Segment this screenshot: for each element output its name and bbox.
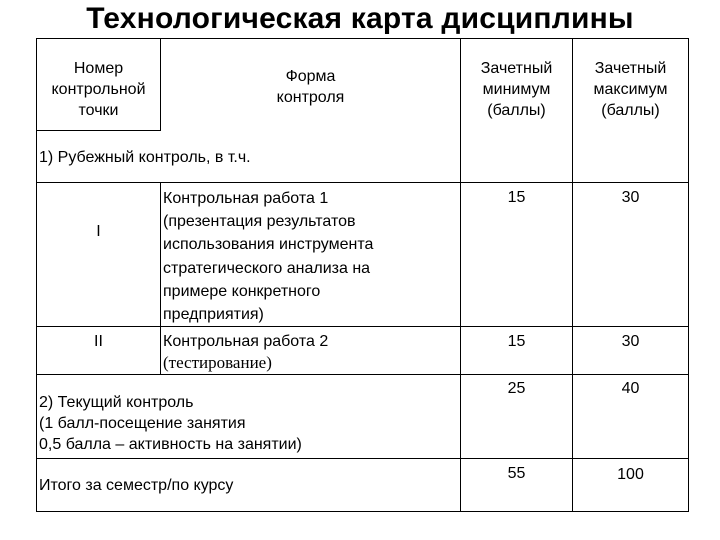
table-border-bottom xyxy=(36,511,689,512)
total-min: 55 xyxy=(507,465,526,482)
header-point-number: Номер контрольной точки xyxy=(51,60,146,119)
row-divider xyxy=(36,182,689,183)
table-border-top xyxy=(36,38,689,39)
table-border-right xyxy=(688,38,689,512)
total-label: Итого за семестр/по курсу xyxy=(39,477,234,494)
section2-max: 40 xyxy=(621,380,640,397)
row1-max: 30 xyxy=(621,189,640,206)
section1-label: 1) Рубежный контроль, в т.ч. xyxy=(39,149,251,166)
header-max: Зачетный максимум (баллы) xyxy=(593,60,668,119)
row2-form: Контрольная работа 2 (тестирование) xyxy=(163,333,329,372)
row1-point: I xyxy=(96,223,101,240)
section2-min: 25 xyxy=(507,380,526,397)
header-form: Форма контроля xyxy=(276,68,345,106)
row2-max: 30 xyxy=(621,333,640,350)
header-min: Зачетный минимум (баллы) xyxy=(480,60,553,119)
total-max: 100 xyxy=(617,466,644,483)
column-divider xyxy=(160,182,161,374)
row2-min: 15 xyxy=(507,333,526,350)
page-title: Технологическая карта дисциплины xyxy=(86,2,634,35)
section2-label: 2) Текущий контроль (1 балл-посещение занятия 0,5 балла – активность на занятии) xyxy=(39,394,302,453)
row-divider xyxy=(36,374,689,375)
row1-form: Контрольная работа 1 (презентация результатов использования инструмента стратегического анализа на примере конкретного предприятия) xyxy=(163,190,374,324)
row1-min: 15 xyxy=(507,189,526,206)
row-divider xyxy=(36,130,161,131)
row2-point: II xyxy=(94,333,103,350)
row-divider xyxy=(36,458,689,459)
